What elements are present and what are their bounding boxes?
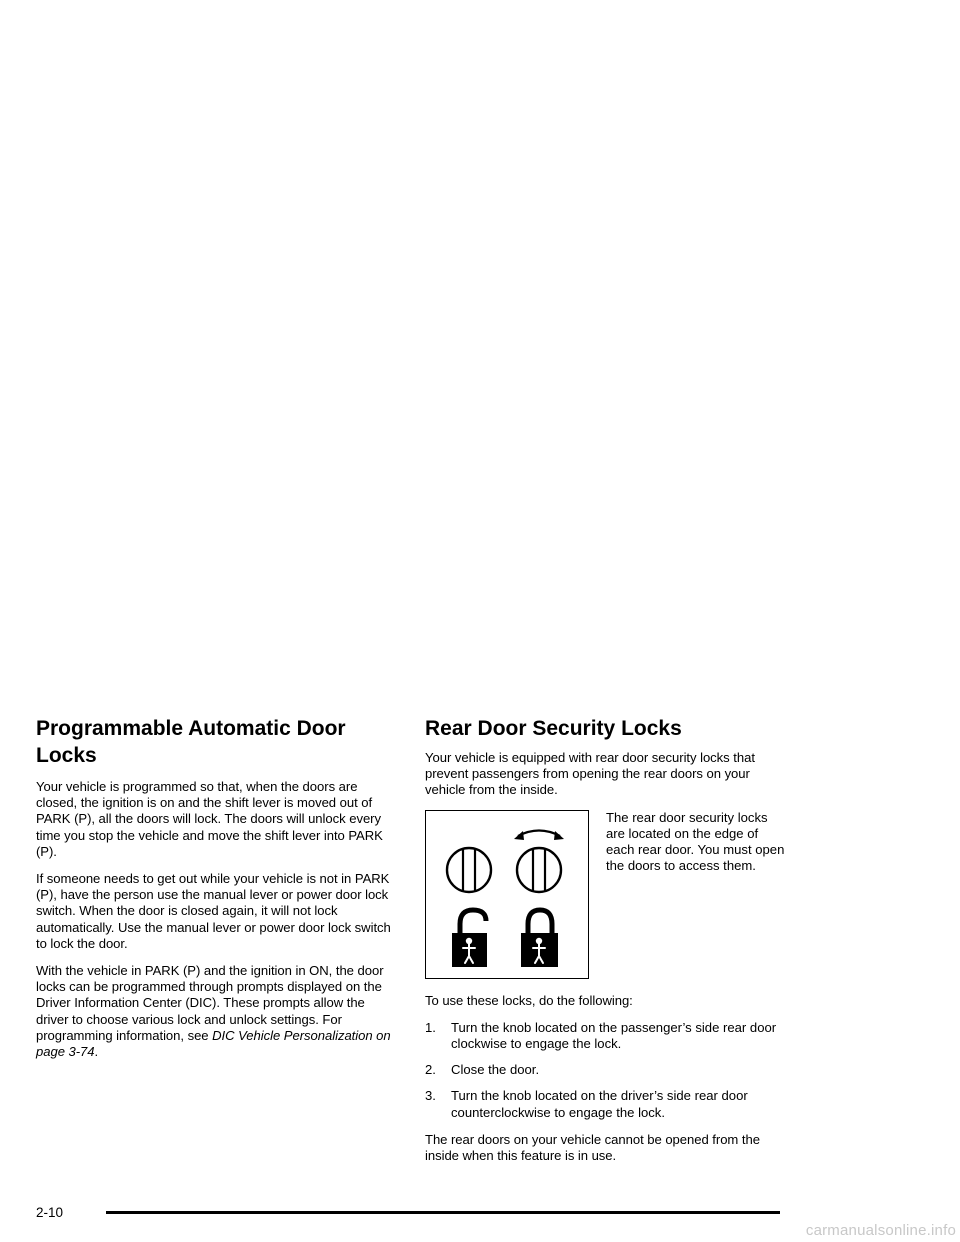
paragraph: Your vehicle is equipped with rear door security locks that prevent passengers from opening the rear doors on your vehicle from the inside. bbox=[425, 750, 755, 798]
watermark: carmanualsonline.info bbox=[805, 1222, 956, 1239]
step-number: 3. bbox=[425, 1088, 436, 1104]
security-lock-illustration bbox=[425, 810, 589, 979]
lock-knob-icon bbox=[447, 848, 491, 892]
lock-knob-icon bbox=[517, 848, 561, 892]
step-text: Turn the knob located on the driver’s side rear door counterclockwise to engage the lock. bbox=[451, 1088, 748, 1120]
list-item bbox=[425, 1020, 787, 1052]
list-item bbox=[425, 1088, 787, 1120]
left-column bbox=[36, 715, 398, 1071]
paragraph: The rear doors on your vehicle cannot be opened from the inside when this feature is in use. bbox=[425, 1131, 760, 1164]
list-item bbox=[425, 1062, 787, 1078]
rotate-arrow-icon bbox=[514, 830, 564, 840]
paragraph-text: With the vehicle in PARK (P) and the ignition in ON, the door locks can be programmed through prompts displayed on the Driver Information Center (DIC). These prompts allow the driver to choose various lock and unlock settings. For programming information, see bbox=[36, 963, 384, 1043]
figure-caption: The rear door security locks are located on the edge of each rear door. You must open the doors to access them. bbox=[606, 809, 785, 874]
footer-divider bbox=[106, 1211, 780, 1214]
paragraph: To use these locks, do the following: bbox=[425, 992, 633, 1008]
paragraph: If someone needs to get out while your vehicle is not in PARK (P), have the person use the manual lever or power door lock switch. When the door is closed again, it will not lock automatically. Use the manual lever or power door lock switch to lock the door. bbox=[36, 871, 391, 951]
section-heading-programmable-locks: Programmable Automatic Door Locks bbox=[36, 717, 346, 767]
child-unlocked-icon bbox=[452, 910, 487, 967]
page-number: 2-10 bbox=[36, 1205, 64, 1220]
right-column bbox=[425, 715, 787, 1175]
figure-row bbox=[425, 810, 787, 979]
step-number: 2. bbox=[425, 1062, 436, 1078]
paragraph-end: . bbox=[94, 1044, 99, 1060]
child-locked-icon bbox=[521, 910, 558, 967]
step-text: Turn the knob located on the passenger’s side rear door clockwise to engage the lock. bbox=[451, 1019, 777, 1052]
step-number: 1. bbox=[425, 1019, 436, 1035]
section-heading-rear-door-locks: Rear Door Security Locks bbox=[425, 717, 682, 740]
steps-list bbox=[425, 1020, 787, 1121]
cross-reference-link[interactable]: DIC Vehicle Personalization on page 3-74 bbox=[36, 1027, 391, 1060]
paragraph bbox=[36, 963, 398, 1060]
paragraph: Your vehicle is programmed so that, when the doors are closed, the ignition is on and the shift lever is moved out of PARK (P), all the doors will lock. The doors will unlock every time you stop the vehicle and move the shift lever into PARK (P). bbox=[36, 779, 383, 859]
step-text: Close the door. bbox=[451, 1062, 540, 1078]
